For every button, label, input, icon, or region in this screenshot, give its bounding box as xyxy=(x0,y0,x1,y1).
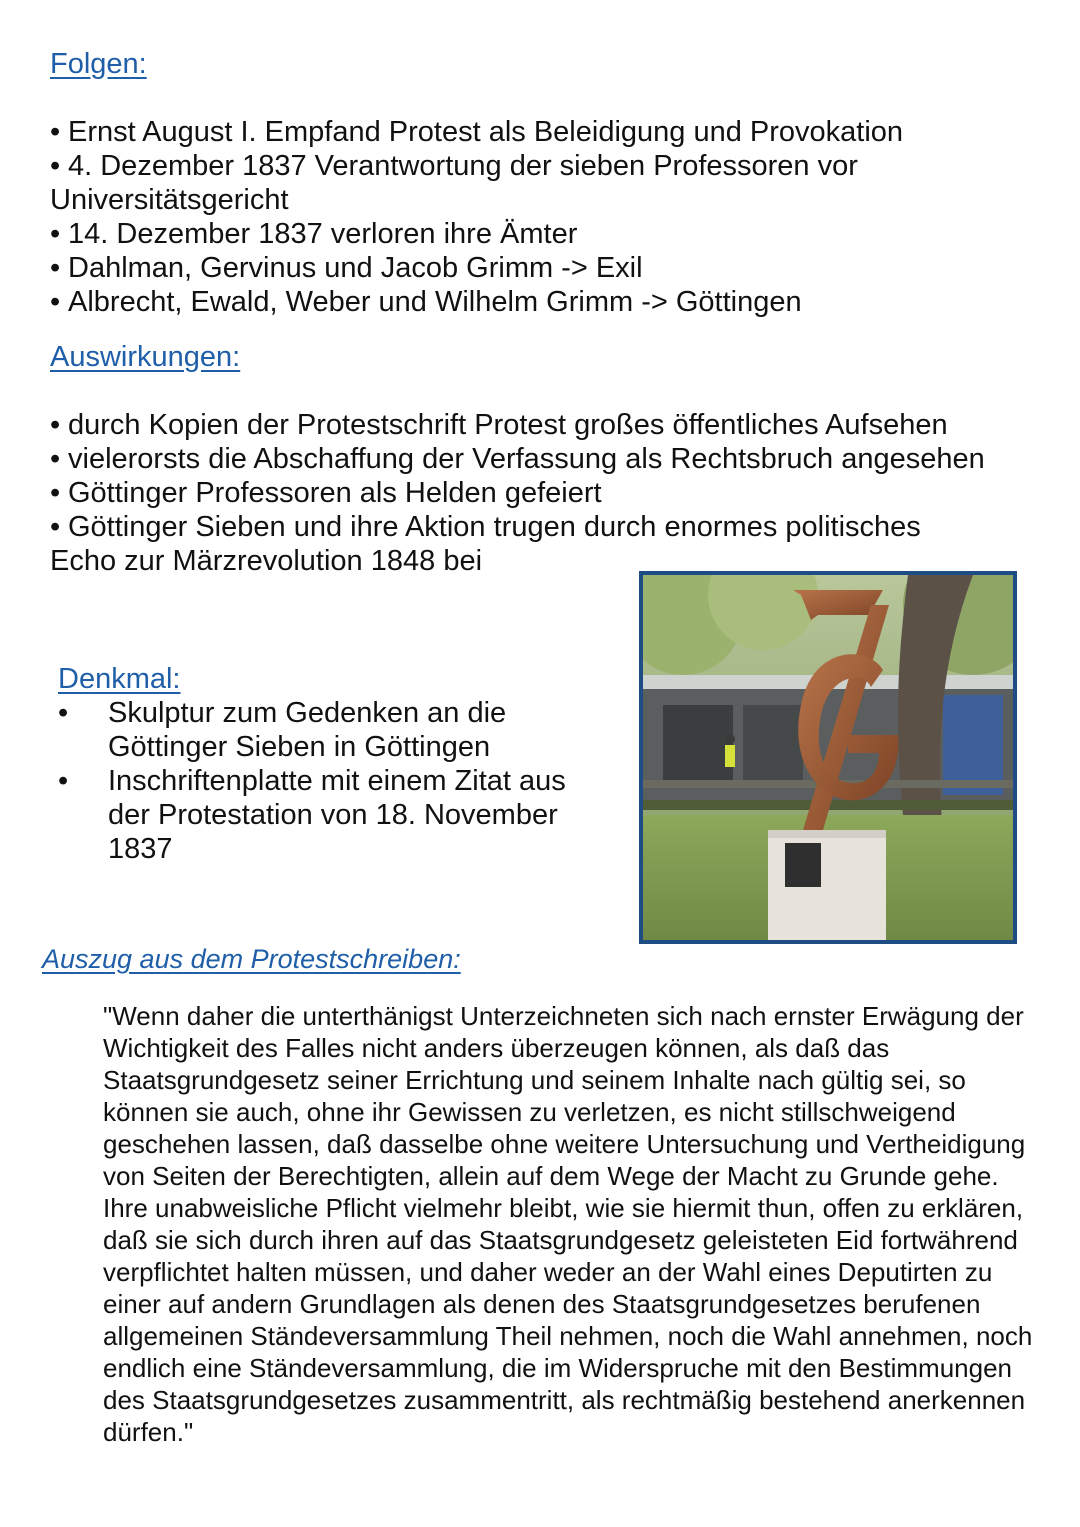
denkmal-list xyxy=(58,696,598,866)
auszug-heading: Auszug aus dem Protestschreiben: xyxy=(42,944,461,974)
sculpture-photo xyxy=(639,571,1017,944)
folgen-list xyxy=(50,115,1040,319)
list-item: • 4. Dezember 1837 Verantwortung der sieben Professoren vor Universitätsgericht xyxy=(50,150,858,216)
list-item: • 14. Dezember 1837 verloren ihre Ämter xyxy=(50,218,578,250)
list-item: • Ernst August I. Empfand Protest als Beleidigung und Provokation xyxy=(50,116,904,148)
list-item: • Albrecht, Ewald, Weber und Wilhelm Grimm -> Göttingen xyxy=(50,286,802,318)
protest-quote: "Wenn daher die unterthänigst Unterzeichneten sich nach ernster Erwägung der Wichtigkeit des Falles nicht anders überzeugen können, als daß das Staatsgrundgesetz seiner Errichtung und seinem Inhalte nach gültig sei, so können sie auch, ohne ihr Gewissen zu verletzen, es nicht stillschweigend geschehen lassen, daß dasselbe ohne weitere Untersuchung und Vertheidigung von Seiten der Berechtigten, allein auf dem Wege der Macht zu Grunde gehe. Ihre unabweisliche Pflicht vielmehr bleibt, wie sie hiermit thun, offen zu erklären, daß sie sich durch ihren auf das Staatsgrundgesetz geleisteten Eid fortwährend verpflichtet halten müssen, und daher weder an der Wahl eines Deputirten zu einer auf andern Grundlagen als denen des Staatsgrundgesetzes berufenen allgemeinen Ständeversammlung Theil nehmen, noch die Wahl annehmen, noch endlich eine Ständeversammlung, die im Widerspruche mit den Bestimmungen des Staatsgrundgesetzes zusammentritt, als rechtmäßig bestehend anerkennen dürfen." xyxy=(103,1001,1033,1447)
list-item: • Dahlman, Gervinus und Jacob Grimm -> Exil xyxy=(50,252,643,284)
list-item: • Skulptur zum Gedenken an die Göttinger Sieben in Göttingen xyxy=(58,697,507,763)
denkmal-heading: Denkmal: xyxy=(58,663,181,695)
list-item: • Inschriftenplatte mit einem Zitat aus der Protestation von 18. November 1837 xyxy=(58,765,566,865)
list-item: • vielerorsts die Abschaffung der Verfassung als Rechtsbruch angesehen xyxy=(50,443,985,475)
list-item: • durch Kopien der Protestschrift Protest großes öffentliches Aufsehen xyxy=(50,409,948,441)
folgen-heading: Folgen: xyxy=(50,48,147,80)
auswirkungen-heading: Auswirkungen: xyxy=(50,341,241,373)
sculpture-image xyxy=(643,575,1013,940)
auswirkungen-list xyxy=(50,408,1040,578)
list-item: • Göttinger Sieben und ihre Aktion trugen durch enormes politisches Echo zur Märzrevolution 1848 bei xyxy=(50,511,921,577)
list-item: • Göttinger Professoren als Helden gefeiert xyxy=(50,477,602,509)
